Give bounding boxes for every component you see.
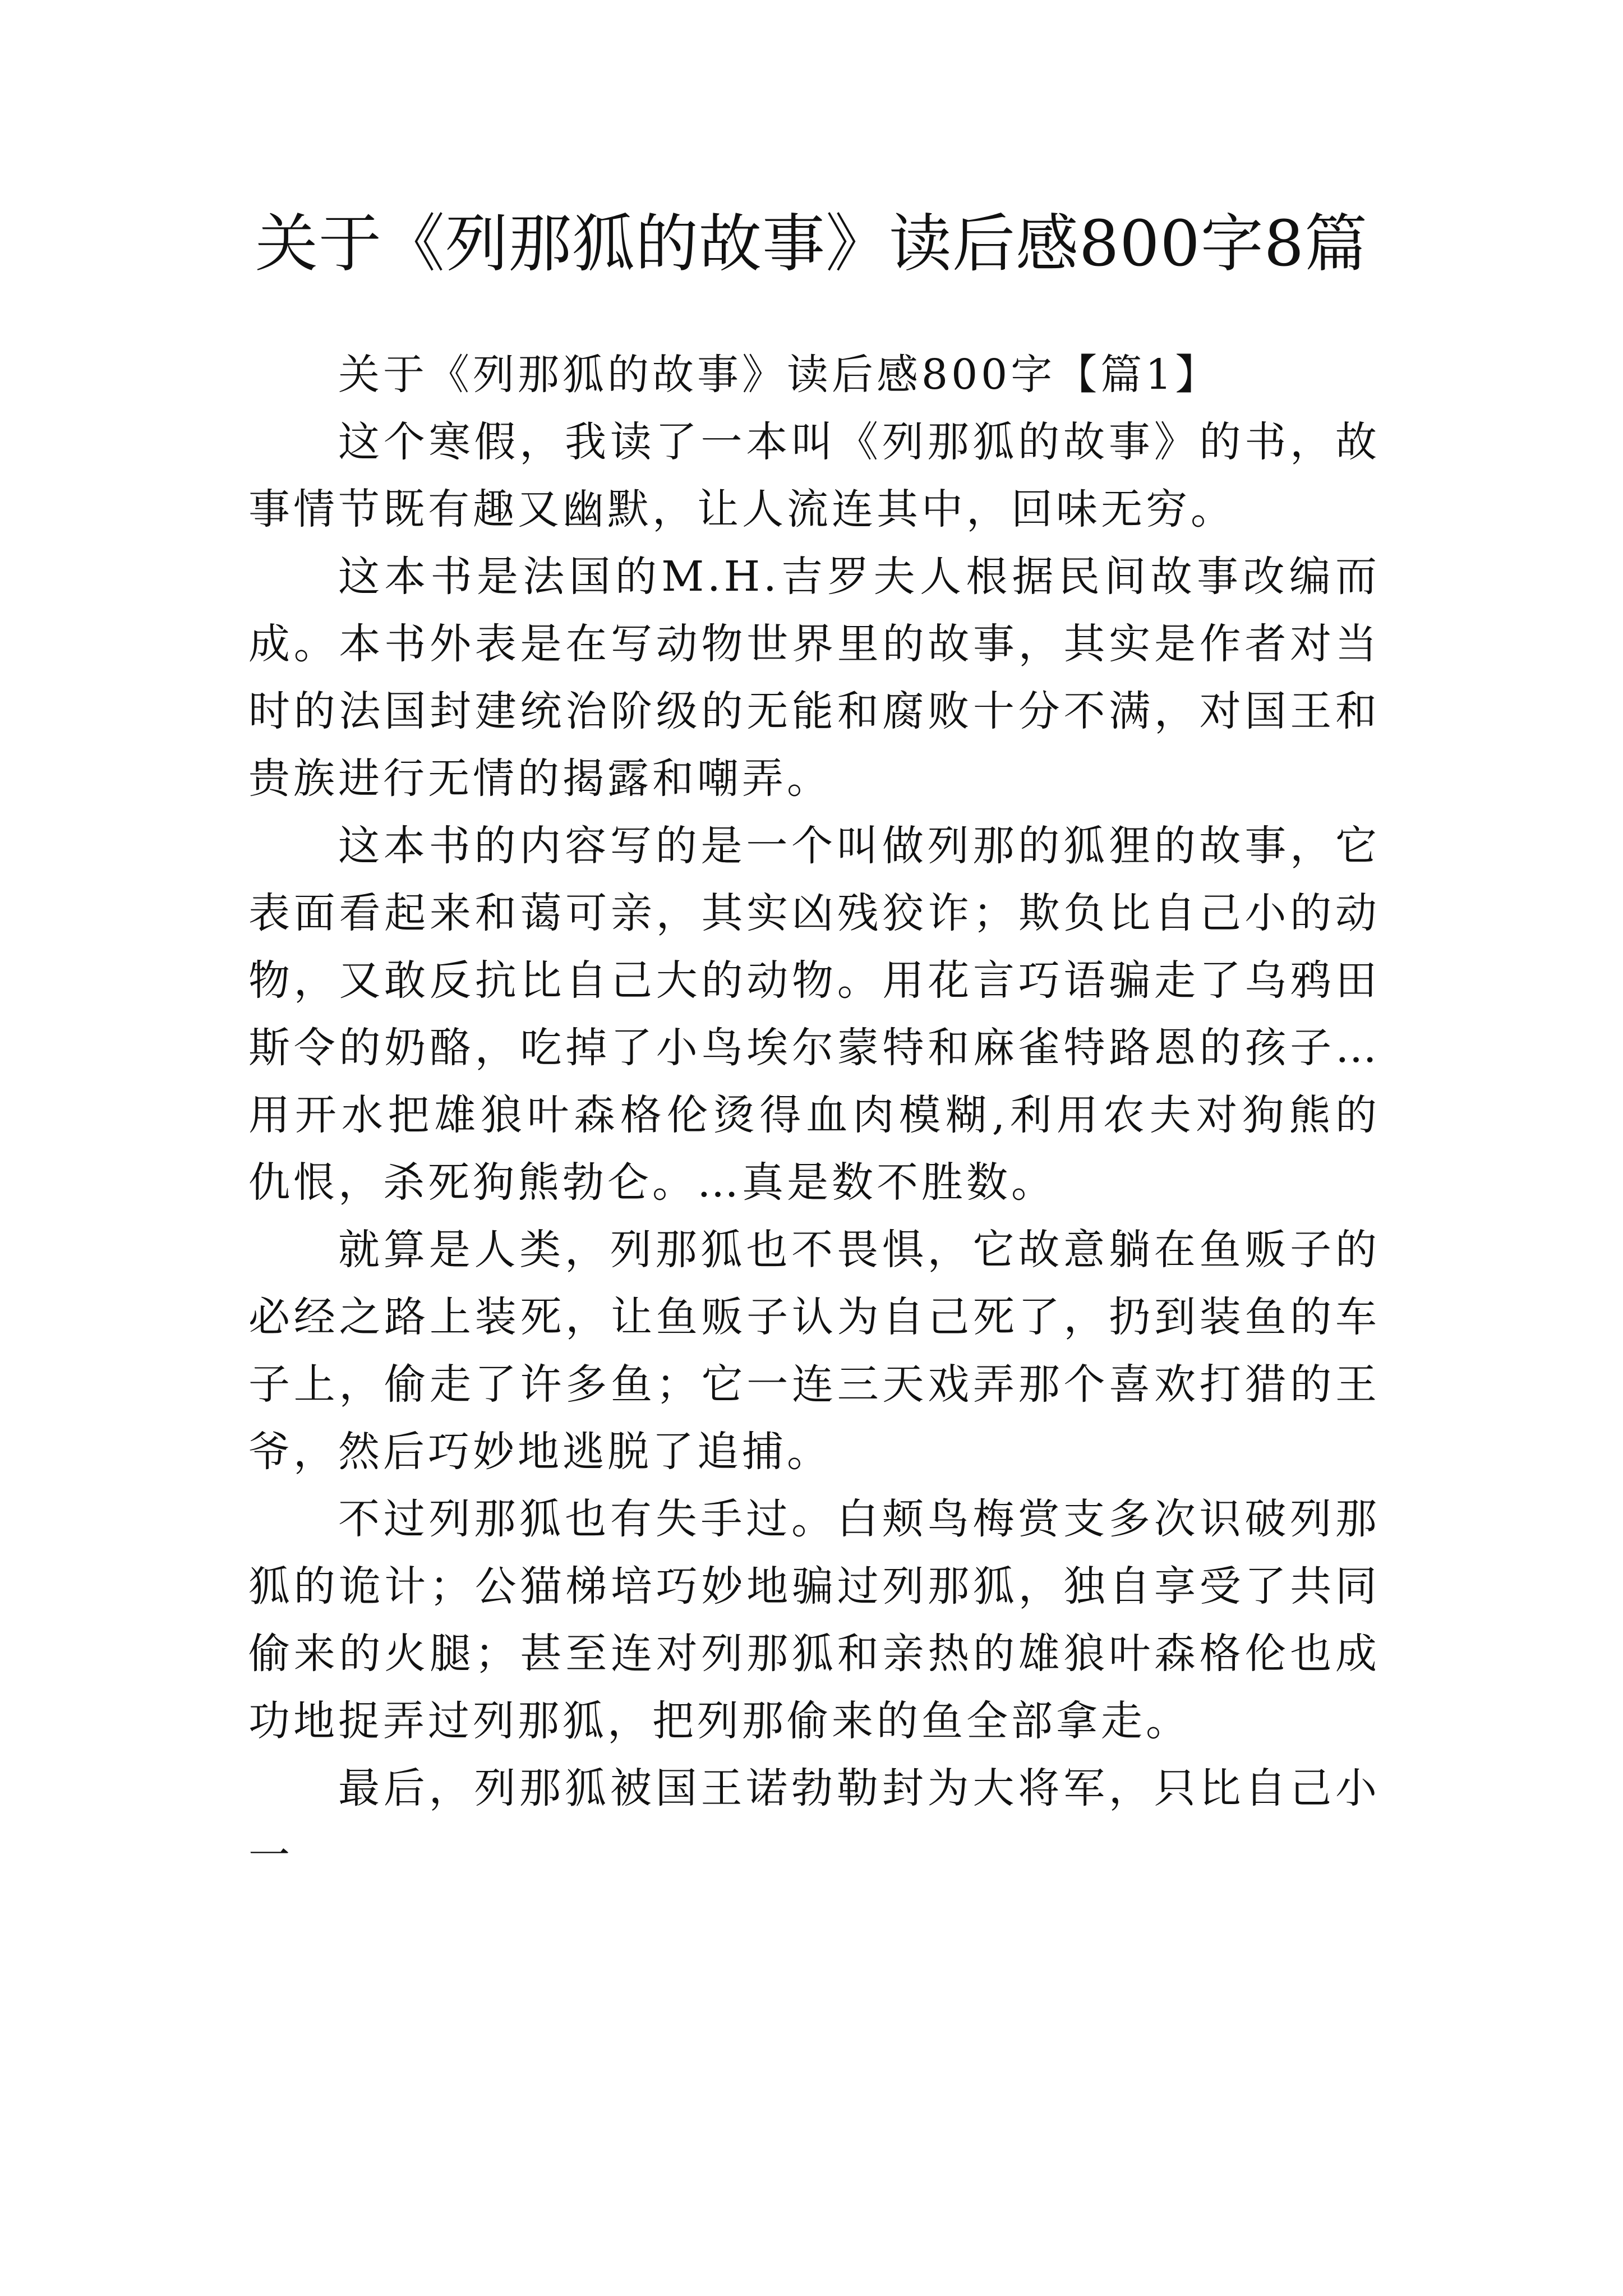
paragraph-5: 不过列那狐也有失手过。白颊鸟梅赏支多次识破列那狐的诡计；公猫梯培巧妙地骗过列那狐，独自享受了共同偷来的火腿；甚至连对列那狐和亲热的雄狼叶森格伦也成功地捉弄过列那狐，把列那偷来的鱼全部拿走。 (248, 1495, 1380, 1745)
paragraph-2: 这本书是法国的M.H.吉罗夫人根据民间故事改编而成。本书外表是在写动物世界里的故事，其实是作者对当时的法国封建统治阶级的无能和腐败十分不满，对国王和贵族进行无情的揭露和嘲弄。 (248, 553, 1380, 803)
document-body (248, 341, 1380, 1889)
paragraph-4: 就算是人类，列那狐也不畏惧，它故意躺在鱼贩子的必经之路上装死，让鱼贩子认为自己死了，扔到装鱼的车子上，偷走了许多鱼；它一连三天戏弄那个喜欢打猎的王爷，然后巧妙地逃脱了追捕。 (248, 1226, 1380, 1476)
document-title: 关于《列那狐的故事》读后感800字8篇 (255, 208, 1368, 280)
section-heading: 关于《列那狐的故事》读后感800字【篇1】 (338, 351, 1220, 399)
paragraph-3: 这本书的内容写的是一个叫做列那的狐狸的故事，它表面看起来和蔼可亲，其实凶残狡诈；欺负比自己小的动物，又敢反抗比自己大的动物。用花言巧语骗走了乌鸦田斯令的奶酪，吃掉了小鸟埃尔蒙特和麻雀特路恩的孩子…用开水把雄狼叶森格伦烫得血肉模糊,利用农夫对狗熊的仇恨，杀死狗熊勃仑。…真是数不胜数。 (248, 822, 1380, 1207)
paragraph-6: 最后，列那狐被国王诺勃勒封为大将军，只比自己小一 (248, 1764, 1380, 1880)
paragraph-1: 这个寒假，我读了一本叫《列那狐的故事》的书，故事情节既有趣又幽默，让人流连其中，回味无穷。 (248, 418, 1380, 533)
